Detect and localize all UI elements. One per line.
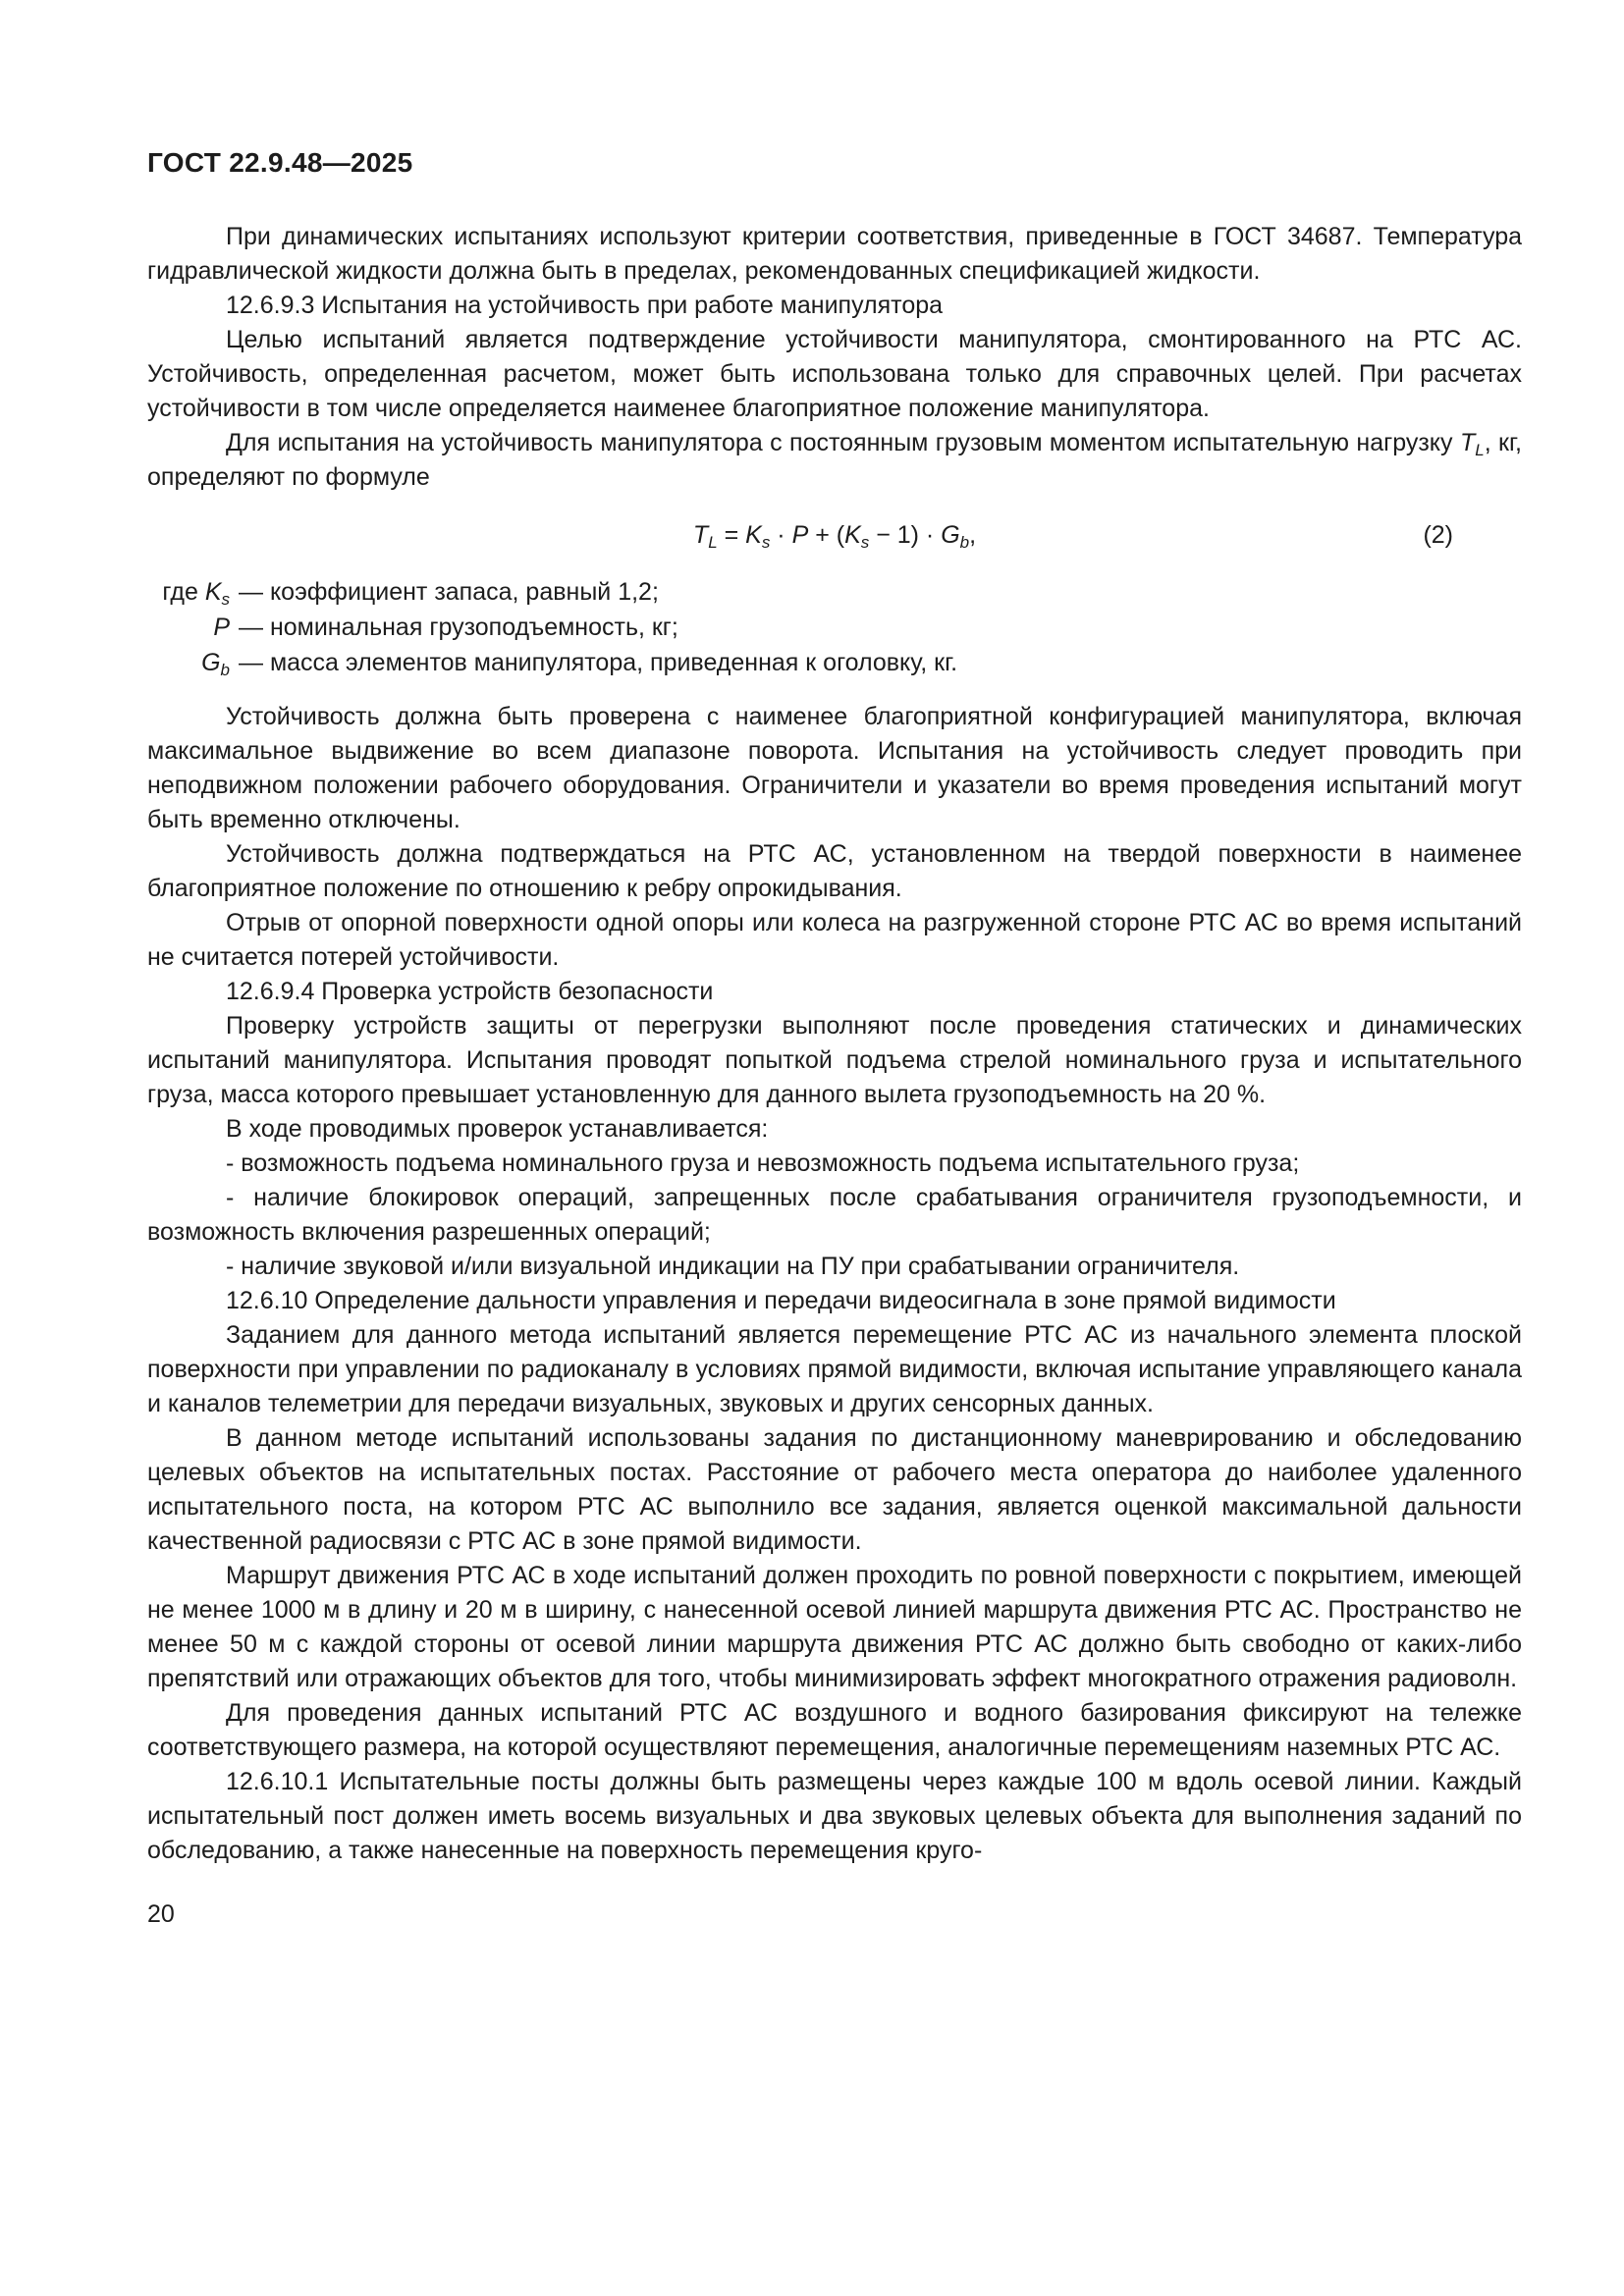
math-var-P: P bbox=[213, 614, 230, 641]
where-row-gb bbox=[147, 645, 1522, 680]
load-intro-text-after: , кг, определяют по формуле bbox=[147, 429, 1522, 491]
where-row-p bbox=[147, 610, 1522, 645]
paragraph-test-posts: 12.6.10.1 Испытательные посты должны быть размещены через каждые 100 м вдоль осевой линии. Каждый испытательный пост должен иметь восемь визуальных и два звуковых целевых объекта для выполнения заданий по обследованию, а также нанесенные на поверхность перемещения круго- bbox=[147, 1768, 1522, 1864]
formula-comma: , bbox=[969, 521, 977, 549]
minus-one-close-dot: − 1) · bbox=[869, 521, 942, 549]
paragraph-checks-intro: В ходе проводимых проверок устанавливается: bbox=[226, 1115, 769, 1143]
section-heading-12-6-9-4: 12.6.9.4 Проверка устройств безопасности bbox=[226, 978, 714, 1005]
section-heading-12-6-10: 12.6.10 Определение дальности управления и передачи видеосигнала в зоне прямой видимости bbox=[226, 1287, 1336, 1314]
where-term-gb bbox=[147, 645, 230, 680]
formula-block bbox=[147, 518, 1522, 553]
where-definition-ks: — коэффициент запаса, равный 1,2; bbox=[239, 578, 659, 606]
paragraph-dynamic-tests: При динамических испытаниях используют критерии соответствия, приведенные в ГОСТ 34687. Температура гидравлической жидкости должна быть в пределах, рекомендованных спецификацией жидкости. bbox=[147, 223, 1522, 285]
formula-number: (2) bbox=[1423, 521, 1453, 549]
math-var-Ks: $K_s$ bbox=[204, 578, 230, 609]
paragraph-overload-check: Проверку устройств защиты от перегрузки выполняют после проведения статических и динамических испытаний манипулятора. Испытания проводят попыткой подъема стрелой номинального груза и испытательного груза, масса которого превышает установленную для данного вылета грузоподъемность на 20 %. bbox=[147, 1012, 1522, 1108]
dot-operator: · bbox=[770, 521, 792, 549]
paragraph-method-tasks: В данном методе испытаний использованы задания по дистанционному маневрированию и обследованию целевых объектов на испытательных постах. Расстояние от рабочего места оператора до наиболее удаленного испытательного поста, на котором РТС АС выполнило все задания, является оценкой максимальной дальности качественной радиосвязи с РТС АС в зоне прямой видимости. bbox=[147, 1424, 1522, 1555]
paragraph-route-requirements: Маршрут движения РТС АС в ходе испытаний должен проходить по ровной поверхности с покрытием, имеющей не менее 1000 м в длину и 20 м в ширину, с нанесенной осевой линией маршрута движения РТС АС. Пространство не менее 50 м с каждой стороны от осевой линии маршрута движения РТС АС должно быть свободно от каких-либо препятствий или отражающих объектов для того, чтобы минимизировать эффект многократного отражения радиоволн. bbox=[147, 1562, 1522, 1692]
paragraph-stability-config: Устойчивость должна быть проверена с наименее благоприятной конфигурацией манипулятора, включая максимальное выдвижение во всем диапазоне поворота. Испытания на устойчивость следует проводить при неподвижном положении рабочего оборудования. Ограничители и указатели во время проведения испытаний могут быть временно отключены. bbox=[147, 703, 1522, 833]
math-var-P: P bbox=[791, 521, 809, 549]
where-intro: где bbox=[162, 578, 205, 606]
section-heading-12-6-9-3: 12.6.9.3 Испытания на устойчивость при работе манипулятора bbox=[226, 292, 944, 319]
check-list-item-3: - наличие звуковой и/или визуальной индикации на ПУ при срабатывании ограничителя. bbox=[226, 1253, 1240, 1280]
math-var-Gb: $G_b$ bbox=[201, 649, 230, 679]
standard-number-header: ГОСТ 22.9.48—2025 bbox=[147, 147, 413, 178]
where-term-p bbox=[147, 610, 230, 645]
plus-open-paren: + ( bbox=[808, 521, 845, 549]
paragraph-task-definition: Заданием для данного метода испытаний является перемещение РТС АС из начального элемента плоской поверхности при управлении по радиоканалу в условиях прямой видимости, включая испытание управляющего канала и каналов телеметрии для передачи визуальных, звуковых и других сенсорных данных. bbox=[147, 1321, 1522, 1417]
paragraph-load-formula-intro bbox=[147, 426, 1522, 495]
check-list-item-2: - наличие блокировок операций, запрещенных после срабатывания ограничителя грузоподъемности, и возможность включения разрешенных операций; bbox=[147, 1184, 1522, 1246]
math-var-TL: $T_L$ bbox=[692, 521, 718, 552]
where-definition-p: — номинальная грузоподъемность, кг; bbox=[239, 614, 678, 641]
page-content bbox=[147, 147, 1522, 1932]
math-var-TL bbox=[1459, 429, 1485, 459]
math-var-sub: L bbox=[1475, 440, 1485, 459]
check-list-item-1: - возможность подъема номинального груза и невозможность подъема испытательного груза; bbox=[226, 1149, 1300, 1177]
equals-sign: = bbox=[717, 521, 746, 549]
where-term-ks bbox=[147, 574, 230, 610]
formula-equation bbox=[692, 521, 977, 552]
load-intro-text-before: Для испытания на устойчивость манипулятора с постоянным грузовым моментом испытательную нагрузку bbox=[226, 429, 1460, 456]
math-var-Gb: $G_b$ bbox=[941, 521, 970, 552]
math-var-Ks: $K_s$ bbox=[844, 521, 870, 552]
where-definition-gb: — масса элементов манипулятора, приведенная к оголовку, кг. bbox=[239, 649, 958, 676]
paragraph-support-detach: Отрыв от опорной поверхности одной опоры или колеса на разгруженной стороне РТС АС во время испытаний не считается потерей устойчивости. bbox=[147, 909, 1522, 971]
paragraph-test-goal: Целью испытаний является подтверждение устойчивости манипулятора, смонтированного на РТС АС. Устойчивость, определенная расчетом, может быть использована только для справочных целей. При расчетах устойчивости в том числе определяется наименее благоприятное положение манипулятора. bbox=[147, 326, 1522, 422]
where-definitions bbox=[147, 574, 1522, 680]
where-row-ks bbox=[147, 574, 1522, 610]
math-var-base: T bbox=[1459, 429, 1476, 456]
paragraph-stability-confirm: Устойчивость должна подтверждаться на РТС АС, установленном на твердой поверхности в наименее благоприятное положение по отношению к ребру опрокидывания. bbox=[147, 840, 1522, 902]
paragraph-air-water-fixture: Для проведения данных испытаний РТС АС воздушного и водного базирования фиксируют на тележке соответствующего размера, на которой осуществляют перемещения, аналогичные перемещениям наземных РТС АС. bbox=[147, 1699, 1522, 1761]
page-number: 20 bbox=[147, 1900, 175, 1928]
math-var-Ks: $K_s$ bbox=[745, 521, 771, 552]
